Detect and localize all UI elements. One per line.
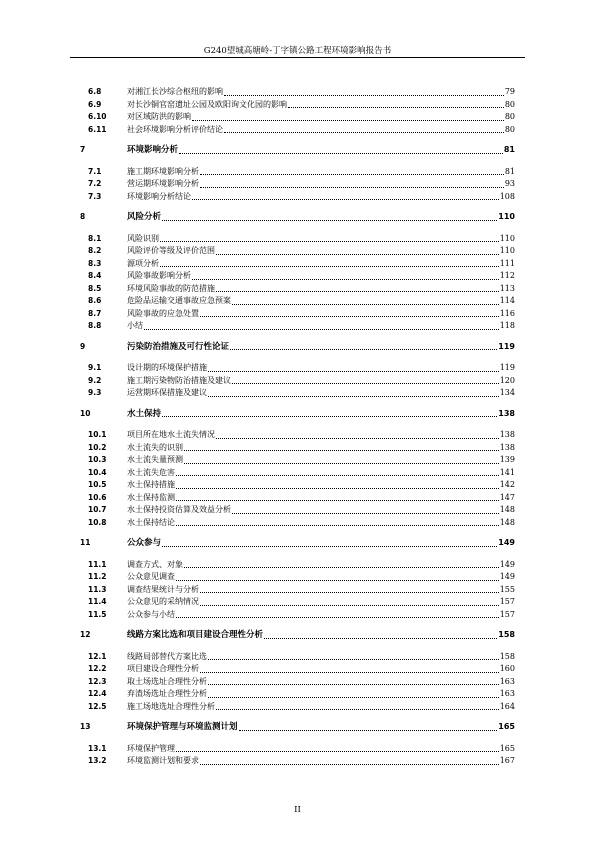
toc-entry-number: 10.2 <box>88 442 107 452</box>
toc-dot-leader <box>176 580 499 581</box>
toc-chapter-entry[interactable] <box>80 721 515 734</box>
toc-section-entry[interactable] <box>88 191 515 204</box>
toc-entry-page: 138 <box>499 430 515 439</box>
toc-entry-number: 12.3 <box>88 676 107 686</box>
toc-entry-number: 9 <box>80 341 86 351</box>
toc-section-entry[interactable] <box>88 743 515 756</box>
toc-section-entry[interactable] <box>88 245 515 258</box>
toc-entry-page: 149 <box>499 559 515 569</box>
toc-entry-title: 环境保护管理与环境监测计划 <box>127 722 238 732</box>
toc-entry-title: 水土保持投资估算及效益分析 <box>127 505 231 514</box>
toc-dot-leader <box>176 500 499 501</box>
toc-entry-number: 8.4 <box>88 271 102 280</box>
toc-entry-number: 12.2 <box>88 664 107 673</box>
toc-entry-title: 设计期的环境保护措施 <box>127 363 207 372</box>
toc-entry-page: 149 <box>498 538 515 547</box>
toc-entry-title: 施工期环境影响分析 <box>127 166 199 176</box>
toc-section-entry[interactable] <box>88 178 515 191</box>
toc-section-entry[interactable] <box>88 166 515 179</box>
toc-dot-leader <box>160 241 499 242</box>
toc-section-entry[interactable] <box>88 111 515 124</box>
toc-dot-leader <box>208 697 499 698</box>
toc-entry-page: 116 <box>499 308 515 318</box>
toc-entry-number: 10 <box>80 408 91 418</box>
toc-section-entry[interactable] <box>88 504 515 517</box>
toc-section-entry[interactable] <box>88 124 515 137</box>
toc-dot-leader <box>216 254 499 255</box>
toc-entry-number: 8.5 <box>88 283 102 293</box>
toc-entry-page: 110 <box>499 246 515 255</box>
toc-chapter-entry[interactable] <box>80 537 515 550</box>
toc-entry-page: 138 <box>498 408 515 418</box>
toc-dot-leader <box>184 567 499 568</box>
toc-section-entry[interactable] <box>88 517 515 530</box>
toc-section-entry[interactable] <box>88 701 515 714</box>
toc-entry-page: 119 <box>499 363 515 372</box>
toc-entry-number: 6.9 <box>88 99 102 109</box>
toc-entry-page: 81 <box>503 145 515 154</box>
running-header: G240望城高塘岭-丁字镇公路工程环境影响报告书 <box>203 46 392 56</box>
toc-dot-leader <box>200 174 504 175</box>
toc-entry-number: 11.4 <box>88 597 107 606</box>
toc-entry-number: 8 <box>80 212 86 221</box>
toc-section-entry[interactable] <box>88 651 515 664</box>
toc-dot-leader <box>200 605 499 606</box>
toc-entry-number: 6.11 <box>88 124 107 134</box>
toc-dot-leader <box>264 638 497 639</box>
toc-entry-title: 运营期环保措施及建议 <box>127 388 207 397</box>
toc-entry-number: 9.3 <box>88 388 102 397</box>
toc-entry-title: 风险事故的应急处置 <box>127 308 199 318</box>
toc-entry-title: 对长沙铜官窑遗址公园及欧阳询文化园的影响 <box>127 99 287 109</box>
toc-section-entry[interactable] <box>88 609 515 622</box>
toc-section-entry[interactable] <box>88 429 515 442</box>
toc-entry-number: 11.3 <box>88 584 107 594</box>
toc-dot-leader <box>176 617 499 618</box>
toc-section-entry[interactable] <box>88 596 515 609</box>
toc-dot-leader <box>176 475 499 476</box>
toc-entry-page: 93 <box>504 179 515 188</box>
toc-entry-title: 水土保持措施 <box>127 480 175 489</box>
toc-entry-number: 13.1 <box>88 743 107 753</box>
toc-entry-page: 120 <box>499 375 515 385</box>
toc-entry-page: 79 <box>504 87 515 96</box>
toc-dot-leader <box>208 371 499 372</box>
toc-entry-number: 10.1 <box>88 430 107 439</box>
toc-entry-page: 149 <box>499 572 515 581</box>
toc-chapter-entry[interactable] <box>80 408 515 421</box>
toc-entry-title: 环境风险事故的防范措施 <box>127 283 215 293</box>
toc-section-entry[interactable] <box>88 454 515 467</box>
toc-entry-number: 10.5 <box>88 480 107 489</box>
toc-section-entry[interactable] <box>88 559 515 572</box>
toc-entry-title: 风险分析 <box>127 212 162 222</box>
toc-entry-number: 8.1 <box>88 233 102 243</box>
toc-section-entry[interactable] <box>88 584 515 597</box>
toc-dot-leader <box>184 450 499 451</box>
toc-entry-title: 施工期污染物防治措施及建议 <box>127 375 231 385</box>
toc-dot-leader <box>160 266 499 267</box>
toc-entry-number: 7 <box>80 145 86 154</box>
toc-entry-page: 138 <box>499 442 515 452</box>
toc-entry-number: 11 <box>80 538 91 547</box>
toc-dot-leader <box>179 153 503 154</box>
toc-entry-title: 调查方式、对象 <box>127 559 183 569</box>
toc-entry-page: 155 <box>499 584 515 594</box>
toc-entry-number: 12.5 <box>88 701 107 711</box>
toc-entry-number: 13 <box>80 722 91 731</box>
toc-chapter-entry[interactable] <box>80 144 515 157</box>
toc-entry-title: 取土场选址合理性分析 <box>127 676 207 686</box>
toc-section-entry[interactable] <box>88 270 515 283</box>
toc-dot-leader <box>208 396 499 397</box>
toc-entry-title: 风险识别 <box>127 233 159 243</box>
toc-entry-page: 113 <box>499 283 515 293</box>
toc-entry-title: 项目所在地水土流失情况 <box>127 430 215 439</box>
toc-entry-title: 公众参与 <box>127 538 162 548</box>
toc-dot-leader <box>176 525 499 526</box>
toc-entry-title: 对湘江长沙综合枢纽的影响 <box>127 87 223 96</box>
toc-dot-leader <box>176 751 499 752</box>
toc-entry-number: 8.6 <box>88 296 102 305</box>
toc-entry-number: 12 <box>80 630 91 639</box>
toc-dot-leader <box>232 513 499 514</box>
toc-section-entry[interactable] <box>88 492 515 505</box>
toc-entry-title: 源项分析 <box>127 258 159 268</box>
toc-entry-title: 项目建设合理性分析 <box>127 664 199 673</box>
toc-entry-title: 风险评价等级及评价范围 <box>127 246 215 255</box>
toc-entry-page: 163 <box>499 689 515 698</box>
toc-entry-page: 165 <box>499 743 515 753</box>
toc-entry-title: 调查结果统计与分析 <box>127 584 199 594</box>
toc-entry-number: 10.7 <box>88 505 107 514</box>
toc-entry-number: 8.2 <box>88 246 102 255</box>
toc-entry-page: 110 <box>498 212 515 221</box>
toc-dot-leader <box>232 304 499 305</box>
toc-entry-page: 163 <box>499 676 515 686</box>
toc-entry-page: 167 <box>499 756 515 765</box>
toc-section-entry[interactable] <box>88 283 515 296</box>
toc-dot-leader <box>232 383 499 384</box>
toc-entry-title: 线路局部替代方案比选 <box>127 651 207 661</box>
toc-entry-number: 13.2 <box>88 756 107 765</box>
toc-entry-number: 9.2 <box>88 375 102 385</box>
toc-dot-leader <box>216 709 499 710</box>
toc-dot-leader <box>162 416 497 417</box>
toc-entry-page: 108 <box>499 191 515 201</box>
toc-entry-title: 社会环境影响分析评价结论 <box>127 124 223 134</box>
toc-entry-number: 12.4 <box>88 689 107 698</box>
toc-entry-title: 小结 <box>127 321 143 330</box>
toc-entry-page: 160 <box>499 664 515 673</box>
header-rule <box>70 57 525 58</box>
toc-entry-page: 142 <box>499 480 515 489</box>
toc-dot-leader <box>288 107 504 108</box>
toc-entry-number: 7.2 <box>88 179 102 188</box>
toc-dot-leader <box>192 279 499 280</box>
toc-section-entry[interactable] <box>88 676 515 689</box>
toc-section-entry[interactable] <box>88 362 515 375</box>
toc-dot-leader <box>200 316 499 317</box>
table-of-contents <box>80 86 515 768</box>
toc-entry-number: 11.1 <box>88 559 107 569</box>
toc-dot-leader <box>162 220 497 221</box>
toc-section-entry[interactable] <box>88 86 515 99</box>
toc-entry-number: 10.4 <box>88 467 107 477</box>
toc-section-entry[interactable] <box>88 258 515 271</box>
toc-entry-title: 环境影响分析 <box>127 145 179 155</box>
toc-entry-page: 114 <box>499 296 515 305</box>
toc-entry-number: 10.6 <box>88 492 107 502</box>
toc-entry-title: 风险事故影响分析 <box>127 271 191 280</box>
toc-dot-leader <box>239 730 498 731</box>
toc-section-entry[interactable] <box>88 233 515 246</box>
toc-entry-page: 112 <box>499 271 515 280</box>
page-number: II <box>294 805 301 815</box>
toc-dot-leader <box>176 488 499 489</box>
toc-entry-page: 158 <box>499 651 515 661</box>
toc-entry-page: 118 <box>499 321 515 330</box>
toc-dot-leader <box>224 95 504 96</box>
toc-dot-leader <box>184 463 499 464</box>
toc-dot-leader <box>192 120 504 121</box>
toc-entry-page: 165 <box>498 722 515 731</box>
toc-entry-title: 危险品运输交通事故应急预案 <box>127 296 231 305</box>
toc-entry-number: 10.8 <box>88 517 107 527</box>
toc-entry-number: 11.2 <box>88 572 107 581</box>
toc-entry-number: 7.1 <box>88 166 102 176</box>
toc-section-entry[interactable] <box>88 467 515 480</box>
toc-section-entry[interactable] <box>88 479 515 492</box>
toc-dot-leader <box>200 187 504 188</box>
toc-entry-page: 158 <box>498 630 515 639</box>
toc-entry-page: 141 <box>499 467 515 477</box>
toc-dot-leader <box>200 592 499 593</box>
toc-entry-page: 80 <box>504 112 515 121</box>
toc-section-entry[interactable] <box>88 387 515 400</box>
toc-entry-number: 6.10 <box>88 112 107 121</box>
toc-dot-leader <box>216 438 499 439</box>
toc-dot-leader <box>144 329 499 330</box>
toc-section-entry[interactable] <box>88 755 515 768</box>
toc-entry-page: 111 <box>499 258 515 268</box>
toc-dot-leader <box>208 684 499 685</box>
toc-section-entry[interactable] <box>88 688 515 701</box>
toc-entry-page: 148 <box>499 505 515 514</box>
toc-entry-number: 11.5 <box>88 609 107 619</box>
toc-chapter-entry[interactable] <box>80 341 515 354</box>
toc-entry-page: 80 <box>504 124 515 134</box>
toc-section-entry[interactable] <box>88 308 515 321</box>
toc-dot-leader <box>216 291 499 292</box>
toc-entry-number: 8.3 <box>88 258 102 268</box>
toc-entry-title: 水土流失量预测 <box>127 455 183 464</box>
toc-entry-title: 污染防治措施及可行性论证 <box>127 341 230 352</box>
toc-dot-leader <box>208 659 499 660</box>
toc-entry-page: 139 <box>499 455 515 464</box>
toc-dot-leader <box>192 199 499 200</box>
toc-entry-number: 8.7 <box>88 308 102 318</box>
toc-entry-page: 164 <box>499 701 515 711</box>
toc-entry-number: 12.1 <box>88 651 107 661</box>
toc-entry-title: 环境影响分析结论 <box>127 191 191 201</box>
toc-entry-page: 148 <box>499 517 515 527</box>
toc-entry-number: 8.8 <box>88 321 102 330</box>
toc-entry-page: 147 <box>499 492 515 502</box>
toc-dot-leader <box>224 132 504 133</box>
toc-entry-title: 公众意见的采纳情况 <box>127 597 199 606</box>
toc-chapter-entry[interactable] <box>80 629 515 642</box>
toc-entry-number: 6.8 <box>88 87 102 96</box>
toc-entry-title: 水土流失的识别 <box>127 442 183 452</box>
toc-dot-leader <box>200 672 499 673</box>
toc-dot-leader <box>162 546 497 547</box>
toc-section-entry[interactable] <box>88 99 515 112</box>
toc-entry-title: 公众参与小结 <box>127 609 175 619</box>
toc-chapter-entry[interactable] <box>80 211 515 224</box>
toc-entry-title: 环境监测计划和要求 <box>127 756 199 765</box>
toc-entry-page: 119 <box>498 341 515 351</box>
toc-entry-page: 157 <box>499 597 515 606</box>
toc-entry-page: 157 <box>499 609 515 619</box>
toc-section-entry[interactable] <box>88 571 515 584</box>
toc-entry-title: 水土流失危害 <box>127 467 175 477</box>
toc-entry-title: 水土保持监测 <box>127 492 175 502</box>
toc-entry-title: 水土保持 <box>127 408 162 419</box>
toc-section-entry[interactable] <box>88 442 515 455</box>
toc-entry-title: 线路方案比选和项目建设合理性分析 <box>127 630 264 640</box>
toc-entry-title: 弃渣场选址合理性分析 <box>127 689 207 698</box>
toc-entry-title: 对区域防洪的影响 <box>127 112 191 121</box>
toc-entry-title: 施工场地选址合理性分析 <box>127 701 215 711</box>
toc-section-entry[interactable] <box>88 375 515 388</box>
toc-dot-leader <box>200 764 499 765</box>
toc-entry-title: 水土保持结论 <box>127 517 175 527</box>
toc-entry-title: 环境保护管理 <box>127 743 175 753</box>
toc-entry-title: 公众意见调查 <box>127 572 175 581</box>
toc-section-entry[interactable] <box>88 295 515 308</box>
toc-entry-page: 80 <box>504 99 515 109</box>
toc-entry-page: 110 <box>499 233 515 243</box>
toc-section-entry[interactable] <box>88 320 515 333</box>
toc-entry-number: 9.1 <box>88 363 102 372</box>
toc-entry-number: 7.3 <box>88 191 102 201</box>
toc-entry-title: 营运期环境影响分析 <box>127 179 199 188</box>
toc-entry-page: 134 <box>499 388 515 397</box>
toc-entry-page: 81 <box>504 166 515 176</box>
toc-section-entry[interactable] <box>88 663 515 676</box>
toc-dot-leader <box>230 349 497 350</box>
toc-entry-number: 10.3 <box>88 455 107 464</box>
